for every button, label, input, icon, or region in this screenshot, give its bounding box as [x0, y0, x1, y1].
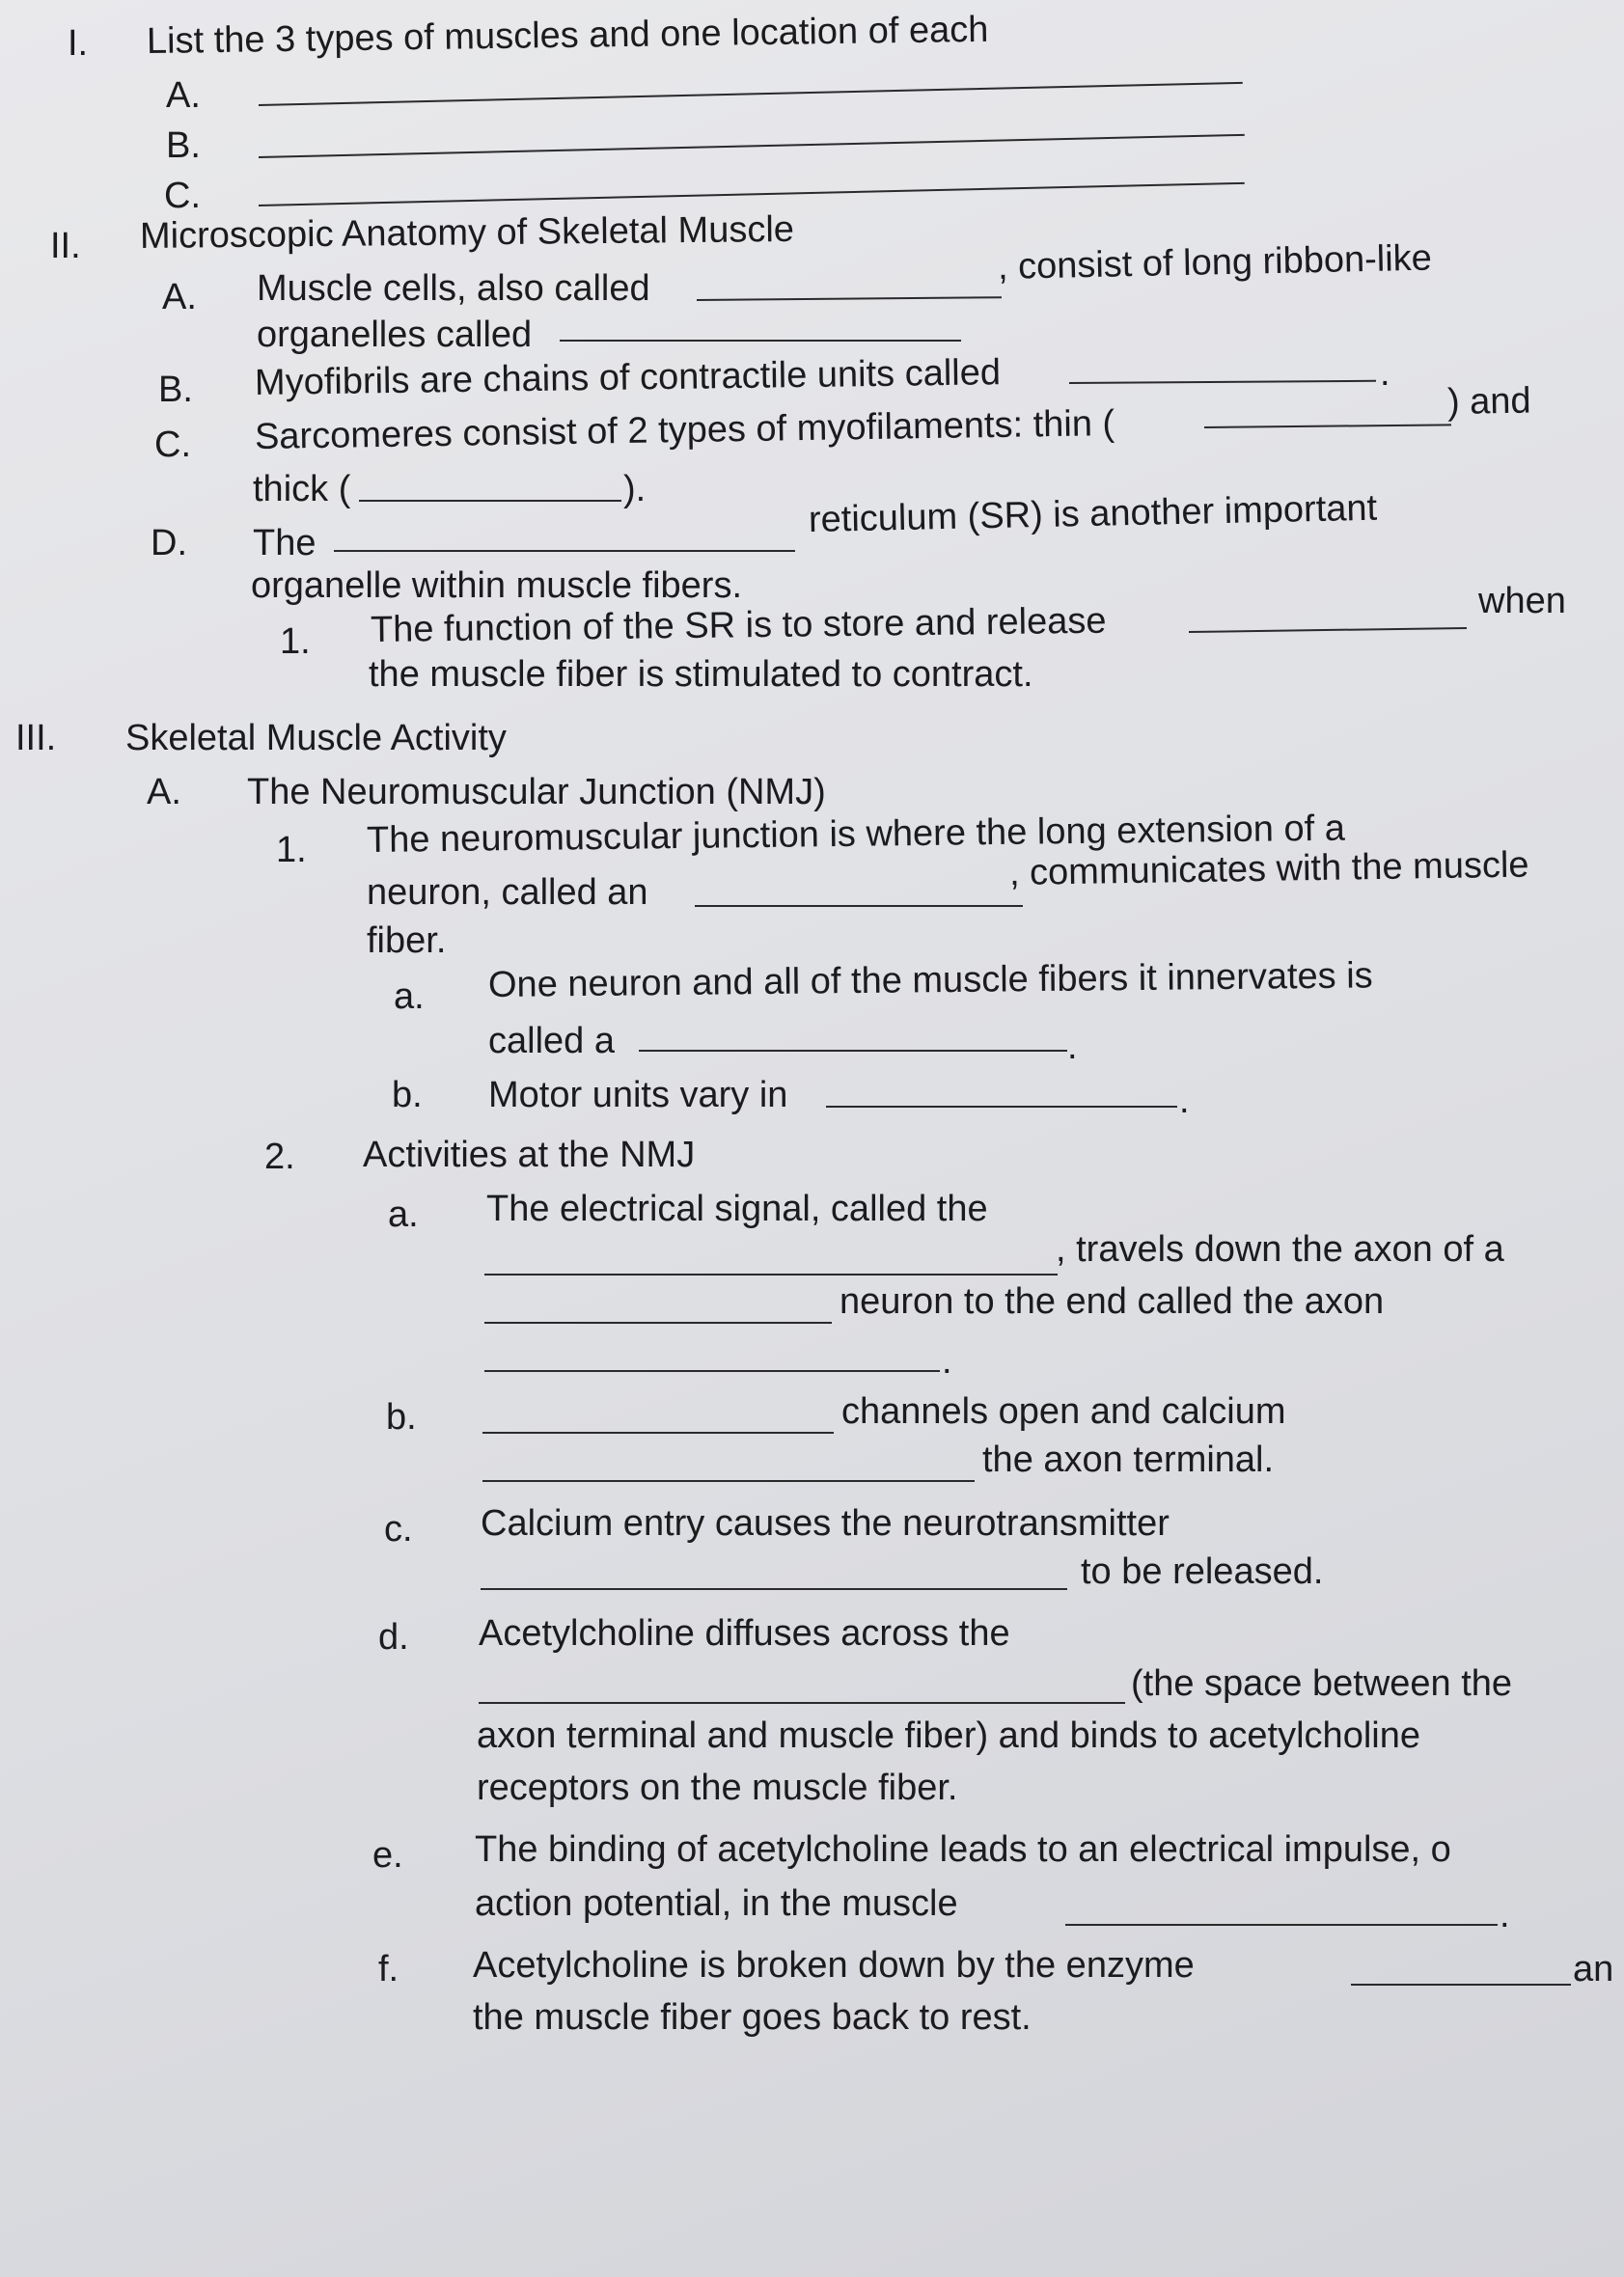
item-2b-letter: B.	[158, 370, 193, 410]
section-1-heading: List the 3 types of muscles and one location of each	[146, 9, 989, 62]
item-3a2c-blank[interactable]	[481, 1588, 1067, 1590]
item-3a2e-blank[interactable]	[1065, 1924, 1498, 1926]
item-1c-letter: C.	[164, 176, 201, 216]
item-2c-line1-end: ) and	[1446, 380, 1531, 423]
item-3a1a-line1: One neuron and all of the muscle fibers it innervates is	[487, 955, 1373, 1005]
item-3a2d-line1: Acetylcholine diffuses across the	[479, 1613, 1010, 1654]
item-2b-text: Myofibrils are chains of contractile units called	[254, 352, 1002, 403]
item-3a1-blank[interactable]	[695, 905, 1023, 907]
section-2-numeral: II.	[50, 226, 81, 266]
item-3a1a-line2: called a	[488, 1021, 615, 1061]
item-3a2c-line1: Calcium entry causes the neurotransmitter	[481, 1503, 1170, 1544]
item-3a2c-letter: c.	[384, 1509, 413, 1550]
item-3a2a-letter: a.	[388, 1194, 419, 1235]
item-3a2f-blank[interactable]	[1351, 1984, 1571, 1986]
item-3a2e-line2: action potential, in the muscle	[475, 1883, 958, 1924]
item-3a2e-letter: e.	[372, 1835, 403, 1876]
item-2a-text-start: Muscle cells, also called	[257, 268, 650, 309]
item-2d1-blank[interactable]	[1189, 627, 1467, 633]
item-2c-line2-start: thick (	[253, 469, 351, 509]
item-1a-blank[interactable]	[259, 82, 1243, 106]
item-3a2f-line1-end: an	[1573, 1949, 1614, 1989]
item-3a2b-blank-1[interactable]	[482, 1432, 834, 1434]
item-2c-letter: C.	[154, 425, 191, 465]
item-2a-blank-2[interactable]	[560, 340, 961, 342]
item-2d-text-end: reticulum (SR) is another important	[808, 487, 1378, 540]
item-3a2a-line2-end: , travels down the axon of a	[1056, 1229, 1504, 1270]
item-3a1-number: 1.	[276, 830, 307, 870]
item-2d1-line1-end: when	[1478, 581, 1566, 621]
item-3a2d-line4: receptors on the muscle fiber.	[477, 1768, 958, 1808]
item-3a2d-blank[interactable]	[479, 1702, 1125, 1704]
item-3a2a-line1: The electrical signal, called the	[486, 1189, 988, 1229]
item-3a2b-blank-2[interactable]	[482, 1480, 975, 1482]
item-1c-blank[interactable]	[259, 182, 1245, 206]
section-3-heading: Skeletal Muscle Activity	[125, 718, 507, 758]
item-2d-blank[interactable]	[334, 550, 795, 552]
item-3a2d-letter: d.	[378, 1617, 409, 1658]
item-2c-text: Sarcomeres consist of 2 types of myofilaments: thin (	[254, 403, 1115, 457]
item-2d1-text: The function of the SR is to store and release	[370, 600, 1107, 650]
item-3a1b-blank[interactable]	[826, 1106, 1177, 1108]
item-2d1-number: 1.	[280, 621, 311, 662]
item-3a2d-line2-end: (the space between the	[1131, 1663, 1513, 1704]
item-3a2-number: 2.	[264, 1137, 295, 1177]
item-3a2a-blank-1[interactable]	[484, 1274, 1058, 1276]
item-3a2-text: Activities at the NMJ	[363, 1135, 696, 1175]
item-1b-blank[interactable]	[259, 134, 1245, 158]
item-3a1-line1: The neuromuscular junction is where the long extension of a	[366, 808, 1346, 861]
item-2b-blank[interactable]	[1069, 380, 1376, 384]
item-2c-line2-end: ).	[623, 469, 647, 509]
item-3a2b-letter: b.	[386, 1397, 417, 1438]
item-3a2a-end: .	[942, 1341, 952, 1382]
item-2a-text-end: , consist of long ribbon-like	[997, 237, 1433, 288]
item-3a1-line2-start: neuron, called an	[367, 872, 648, 913]
item-2d-line2: organelle within muscle fibers.	[251, 565, 743, 606]
section-1-numeral: I.	[68, 23, 89, 64]
item-3a1a-blank[interactable]	[639, 1050, 1067, 1052]
item-3a2f-line2: the muscle fiber goes back to rest.	[473, 1997, 1032, 2038]
section-3-numeral: III.	[15, 718, 57, 758]
item-2a-blank-1[interactable]	[697, 296, 1002, 301]
item-2d-text-start: The	[253, 523, 317, 563]
item-3a2d-line3: axon terminal and muscle fiber) and binds to acetylcholine	[477, 1715, 1420, 1756]
item-3a1-line2-end: , communicates with the muscle	[1008, 844, 1529, 893]
item-2a-line2: organelles called	[257, 315, 533, 355]
item-1a-letter: A.	[166, 75, 201, 116]
item-3a2a-line3-end: neuron to the end called the axon	[840, 1281, 1385, 1322]
item-3a2c-line2-end: to be released.	[1081, 1551, 1324, 1592]
item-3a2f-line1: Acetylcholine is broken down by the enzyme	[473, 1945, 1195, 1986]
item-3a2b-line2-end: the axon terminal.	[982, 1440, 1275, 1480]
item-3a2e-line1: The binding of acetylcholine leads to an electrical impulse, o	[475, 1829, 1451, 1870]
item-2c-blank-thin[interactable]	[1204, 424, 1451, 428]
item-3a2a-blank-3[interactable]	[484, 1370, 940, 1372]
item-1b-letter: B.	[166, 125, 201, 166]
item-2b-end: .	[1380, 353, 1390, 394]
item-3a1-line3: fiber.	[367, 920, 447, 961]
item-3a1a-letter: a.	[394, 976, 425, 1017]
section-2-heading: Microscopic Anatomy of Skeletal Muscle	[139, 208, 795, 257]
item-3a1b-letter: b.	[392, 1075, 423, 1115]
item-3a2b-line1-end: channels open and calcium	[841, 1391, 1286, 1432]
item-3a-text: The Neuromuscular Junction (NMJ)	[247, 772, 826, 812]
item-3a-letter: A.	[147, 772, 181, 812]
item-3a1b-end: .	[1179, 1081, 1190, 1121]
item-3a2e-end: .	[1500, 1895, 1510, 1935]
item-3a1a-end: .	[1067, 1027, 1078, 1067]
item-3a1b-text: Motor units vary in	[488, 1075, 788, 1115]
item-2a-letter: A.	[162, 277, 197, 317]
item-3a2a-blank-2[interactable]	[484, 1322, 832, 1324]
item-2c-blank-thick[interactable]	[359, 500, 621, 502]
item-3a2f-letter: f.	[378, 1949, 399, 1989]
item-2d-letter: D.	[151, 523, 187, 563]
item-2d1-line2: the muscle fiber is stimulated to contract.	[369, 654, 1033, 695]
